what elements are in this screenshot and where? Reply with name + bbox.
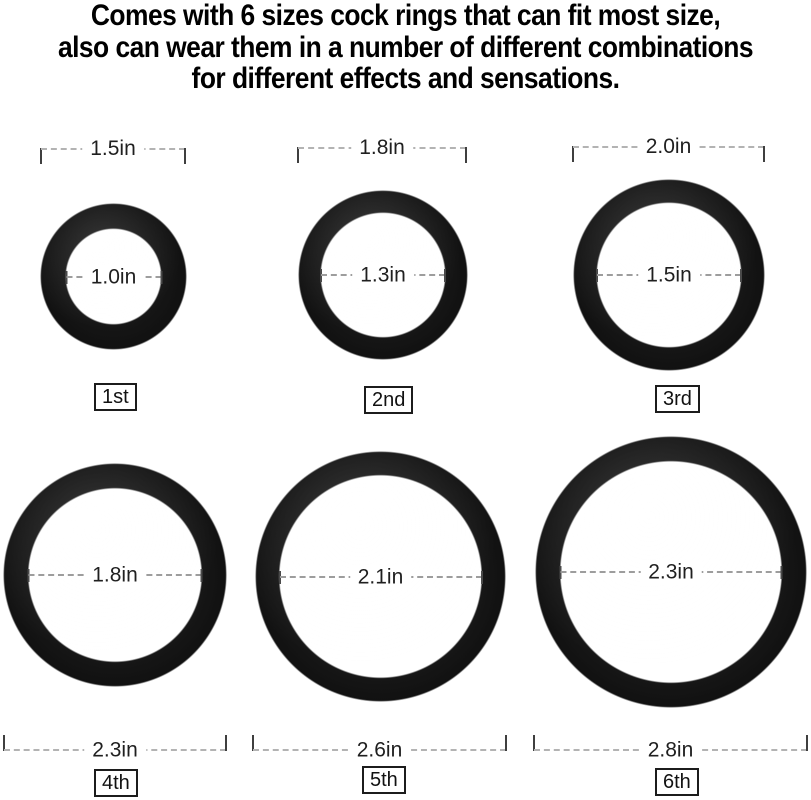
inner-diameter-label: 2.1in	[350, 565, 412, 589]
heading-line-3: for different effects and sensations.	[191, 62, 620, 95]
ring-5	[255, 451, 506, 702]
outer-diameter-label: 2.6in	[349, 738, 411, 762]
bracket-tick-right	[763, 146, 765, 162]
dim-tick-right	[481, 571, 483, 584]
heading	[49, 0, 763, 95]
outer-diameter-label: 2.8in	[640, 738, 702, 762]
ring-3	[573, 179, 765, 371]
bracket-tick-right	[184, 148, 186, 164]
inner-diameter-label: 1.0in	[83, 265, 145, 289]
heading-line-2: also can wear them in a number of different combinations	[57, 30, 754, 64]
outer-dimension-bracket-1	[40, 137, 186, 164]
dim-tick-right	[444, 269, 446, 282]
bracket-tick-right	[465, 147, 467, 163]
ring-6	[535, 436, 807, 708]
ordinal-tag-1: 1st	[94, 383, 137, 411]
dim-tick-right	[740, 269, 742, 282]
outer-diameter-label: 1.8in	[351, 136, 413, 160]
ring-4	[3, 463, 227, 687]
bracket-tick-right	[505, 735, 507, 751]
inner-diameter-label: 2.3in	[640, 560, 702, 584]
outer-dimension-bracket-5	[252, 735, 507, 762]
inner-diameter-label: 1.5in	[638, 263, 700, 287]
outer-diameter-label: 1.5in	[82, 137, 144, 161]
dim-tick-right	[160, 271, 162, 284]
bracket-tick-left	[297, 147, 299, 163]
outer-diameter-label: 2.3in	[84, 738, 146, 762]
inner-diameter-label: 1.8in	[84, 563, 146, 587]
inner-diameter-label: 1.3in	[352, 263, 414, 287]
dim-tick-right	[201, 569, 203, 582]
heading-line-1: Comes with 6 sizes cock rings that can fit most size,	[90, 0, 721, 32]
bracket-tick-right	[225, 735, 227, 751]
bracket-tick-right	[806, 735, 808, 751]
bracket-tick-left	[572, 146, 574, 162]
ordinal-tag-5: 5th	[362, 766, 406, 794]
ordinal-tag-2: 2nd	[364, 386, 413, 414]
outer-diameter-label: 2.0in	[638, 135, 700, 159]
ordinal-tag-4: 4th	[94, 769, 138, 797]
ordinal-tag-3: 3rd	[655, 385, 700, 413]
ordinal-tag-6: 6th	[655, 768, 699, 796]
dim-tick-right	[781, 566, 783, 579]
ring-2	[298, 190, 468, 360]
ring-1	[40, 203, 187, 350]
outer-dimension-bracket-2	[297, 136, 467, 163]
outer-dimension-bracket-3	[572, 135, 765, 162]
outer-dimension-bracket-6	[533, 735, 808, 762]
outer-dimension-bracket-4	[3, 735, 227, 762]
bracket-tick-left	[40, 148, 42, 164]
